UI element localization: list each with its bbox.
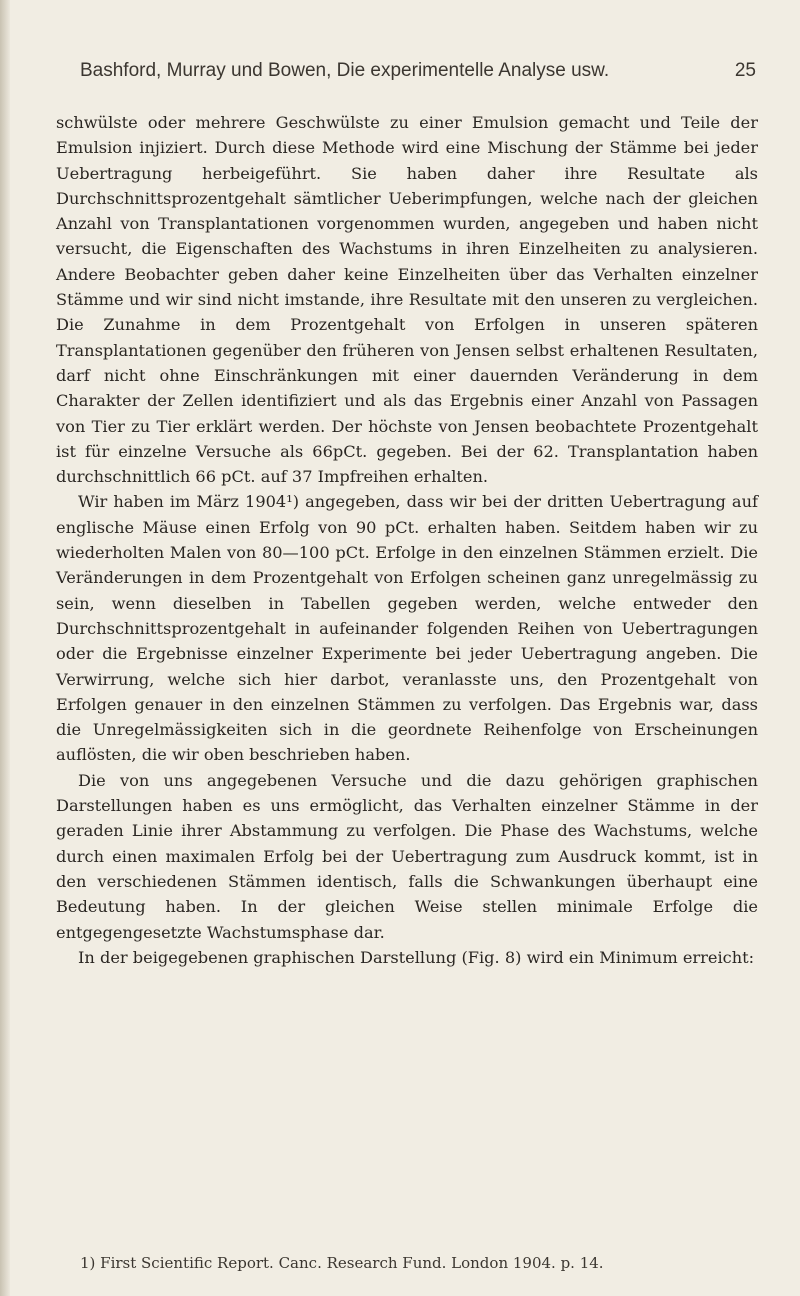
running-header	[56, 60, 756, 92]
running-title: Bashford, Murray und Bowen, Die experimentelle Analyse usw.	[80, 60, 610, 81]
paragraph-4: In der beigegebenen graphischen Darstellung (Fig. 8) wird ein Minimum erreicht:	[78, 947, 755, 967]
footnote: 1) First Scientific Report. Canc. Research Fund. London 1904. p. 14.	[80, 1254, 604, 1272]
page-edge-shadow	[0, 0, 10, 1296]
body-text	[56, 110, 758, 970]
paragraph-2: Wir haben im März 1904¹) angegeben, dass wir bei der dritten Uebertragung auf englische Mäuse einen Erfolg von 90 pCt. erhalten haben. Seitdem haben wir zu wiederholten Malen von 80—100 pCt. Erfolge in den einzelnen Stämmen erzielt. Die Veränderungen in dem Prozentgehalt von Erfolgen scheinen ganz unregelmässig zu sein, wenn dieselben in Tabellen gegeben werden, welche entweder den Durchschnittsprozentgehalt in aufeinander folgenden Reihen von Uebertragungen oder die Ergebnisse einzelner Experimente bei jeder Uebertragung angeben. Die Verwirrung, welche sich hier darbot, veranlasste uns, den Prozentgehalt von Erfolgen genauer in den einzelnen Stämmen zu verfolgen. Das Ergebnis war, dass die Unregelmässigkeiten sich in die geordnete Reihenfolge von Erscheinungen auflösten, die wir oben beschrieben haben.	[56, 492, 758, 765]
paragraph-3: Die von uns angegebenen Versuche und die dazu gehörigen graphischen Darstellungen haben es uns ermöglicht, das Verhalten einzelner Stämme in der geraden Linie ihrer Abstammung zu verfolgen. Die Phase des Wachstums, welche durch einen maximalen Erfolg bei der Uebertragung zum Ausdruck kommt, ist in den verschiedenen Stämmen identisch, falls die Schwankungen überhaupt eine Bedeutung haben. In der gleichen Weise stellen minimale Erfolge die entgegengesetzte Wachstumsphase dar.	[56, 770, 758, 942]
paragraph-1: schwülste oder mehrere Geschwülste zu einer Emulsion gemacht und Teile der Emulsion injiziert. Durch diese Methode wird eine Mischung der Stämme bei jeder Uebertragung herbeigeführt. Sie haben daher ihre Resultate als Durchschnittsprozentgehalt sämtlicher Ueberimpfungen, welche nach der gleichen Anzahl von Transplantationen vorgenommen wurden, angegeben und haben nicht versucht, die Eigenschaften des Wachstums in ihren Einzelheiten zu analysieren. Andere Beobachter geben daher keine Einzelheiten über das Verhalten einzelner Stämme und wir sind nicht imstande, ihre Resultate mit den unseren zu vergleichen. Die Zunahme in dem Prozentgehalt von Erfolgen in unseren späteren Transplantationen gegenüber den früheren von Jensen selbst erhaltenen Resultaten, darf nicht ohne Einschränkungen mit einer dauernden Veränderung in dem Charakter der Zellen identifiziert und als das Ergebnis einer Anzahl von Passagen von Tier zu Tier erklärt werden. Der höchste von Jensen beobachtete Prozentgehalt ist für einzelne Versuche als 66pCt. gegeben. Bei der 62. Transplantation haben durchschnittlich 66 pCt. auf 37 Impfreihen erhalten.	[56, 113, 758, 487]
page-number: 25	[734, 60, 756, 81]
